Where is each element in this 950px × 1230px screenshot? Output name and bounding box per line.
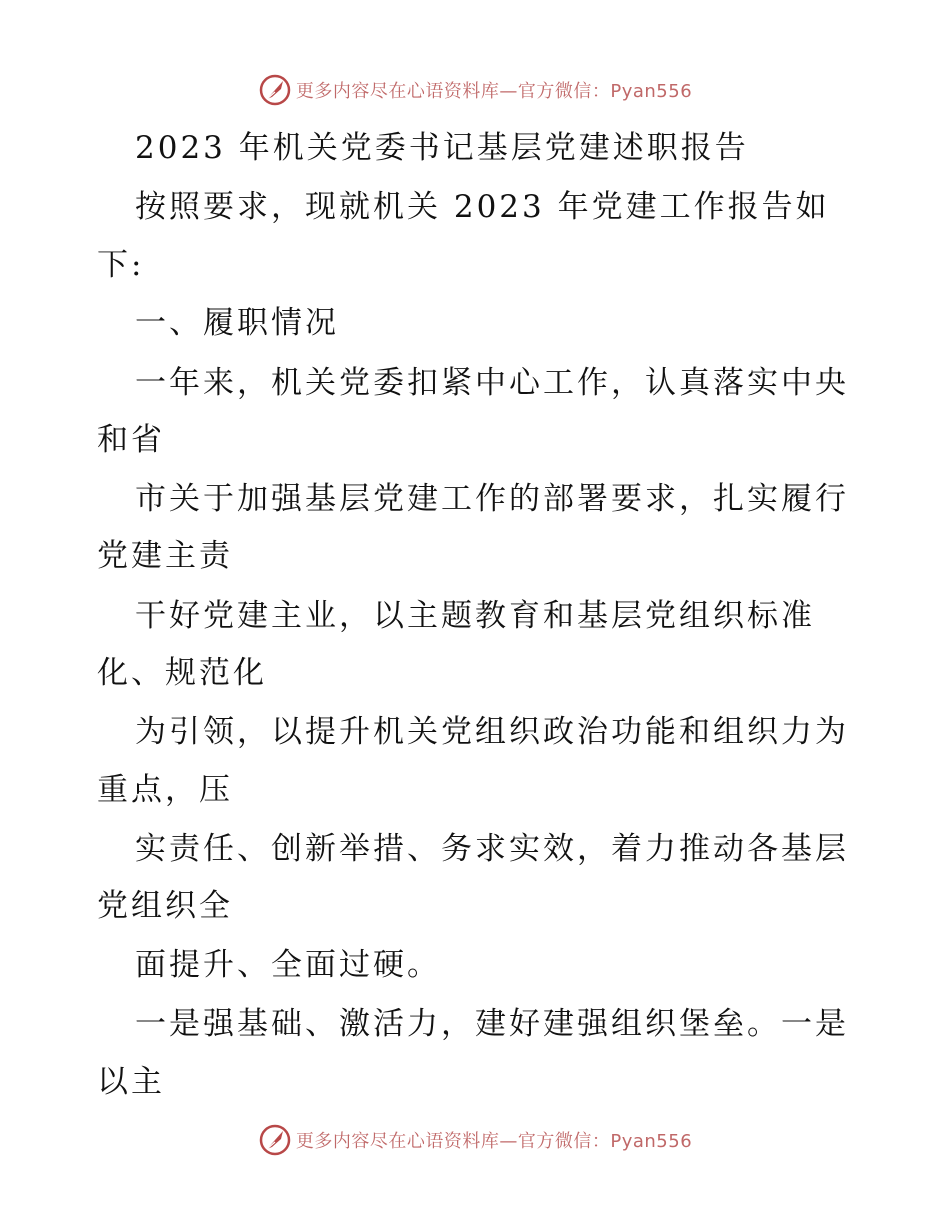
paragraph-line: 党建主责 xyxy=(97,538,233,574)
paragraph-line: 一是强基础、激活力，建好建强组织堡垒。一是 xyxy=(135,1006,849,1042)
paragraph-line: 按照要求，现就机关 2023 年党建工作报告如 xyxy=(135,189,830,225)
quill-pen-icon xyxy=(258,73,292,107)
paragraph-line: 和省 xyxy=(97,422,165,458)
quill-pen-icon xyxy=(258,1123,292,1157)
watermark-text: 更多内容尽在心语资料库—官方微信：Pyan556 xyxy=(295,1131,693,1152)
paragraph-line: 一年来，机关党委扣紧中心工作，认真落实中央 xyxy=(135,365,849,401)
document-title: 2023 年机关党委书记基层党建述职报告 xyxy=(135,130,749,166)
footer-watermark xyxy=(0,1120,950,1160)
paragraph-line: 市关于加强基层党建工作的部署要求，扎实履行 xyxy=(135,481,849,517)
watermark-text: 更多内容尽在心语资料库—官方微信：Pyan556 xyxy=(295,81,693,102)
paragraph-line: 实责任、创新举措、务求实效，着力推动各基层 xyxy=(135,831,849,867)
paragraph-line: 面提升、全面过硬。 xyxy=(135,947,441,983)
paragraph-line: 干好党建主业，以主题教育和基层党组织标准 xyxy=(135,598,815,634)
paragraph-line: 以主 xyxy=(97,1064,165,1100)
header-watermark xyxy=(0,70,950,110)
section-heading: 一、履职情况 xyxy=(135,305,339,341)
paragraph-line: 为引领，以提升机关党组织政治功能和组织力为 xyxy=(135,714,849,750)
paragraph-line: 重点，压 xyxy=(97,772,233,808)
paragraph-line: 党组织全 xyxy=(97,888,233,924)
paragraph-line: 化、规范化 xyxy=(97,655,267,691)
paragraph-line: 下: xyxy=(97,247,145,283)
